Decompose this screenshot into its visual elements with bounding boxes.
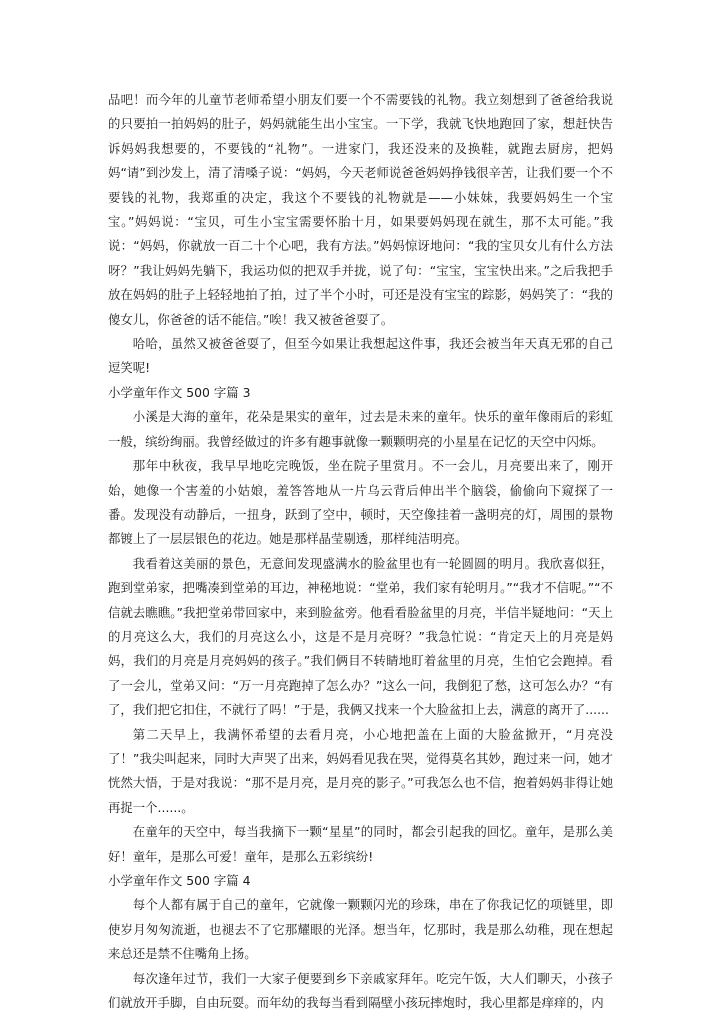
paragraph: 在童年的天空中，每当我摘下一颗“星星”的同时，都会引起我的回忆。童年，是那么美好！童年，是那么可爱！童年，是那么五彩缤纷!: [108, 824, 613, 864]
paragraph: 品吧！而今年的儿童节老师希望小朋友们要一个不需要钱的礼物。我立刻想到了爸爸给我说的只要拍一拍妈妈的肚子，妈妈就能生出小宝宝。一下学，我就飞快地跑回了家，想赶快告诉妈妈我想要的，不要钱的“礼物”。一进家门，我还没来的及换鞋，就跑去厨房，把妈妈“请”到沙发上，清了清嗓子说：“妈妈，今天老师说爸爸妈妈挣钱很辛苦，让我们要一个不要钱的礼物，我郑重的决定，我这个不要钱的礼物就是——小妹妹，我要妈妈生一个宝宝。”妈妈说：“宝贝，可生小宝宝需要怀胎十月，如果要妈妈现在就生，那不太可能。”我说：“妈妈，你就放一百二十个心吧，我有方法。”妈妈惊讶地问：“我的宝贝女儿有什么方法呀？”我让妈妈先躺下，我运功似的把双手并拢，说了句：“宝宝，宝宝快出来。”之后我把手放在妈妈的肚子上轻轻地拍了拍，过了半个小时，可还是没有宝宝的踪影，妈妈笑了：“我的傻女儿，你爸爸的话不能信。”唉！我又被爸爸耍了。: [108, 92, 613, 327]
paragraph: 第二天早上，我满怀希望的去看月亮，小心地把盖在上面的大脸盆掀开，“月亮没了！”我尖叫起来，同时大声哭了出来，妈妈看见我在哭，觉得莫名其妙，跑过来一问，她才恍然大悟，于是对我说：“那不是月亮，是月亮的影子。”可我怎么也不信，抱着妈妈非得让她再捉一个......。: [108, 726, 613, 815]
paragraph: 每次逢年过节，我们一大家子便要到乡下亲戚家拜年。吃完午饭，大人们聊天，小孩子们就放开手脚，自由玩耍。而年幼的我每当看到隔壁小孩玩摔炮时，我心里都是痒痒的，内: [108, 970, 613, 1011]
paragraph: 哈哈，虽然又被爸爸耍了，但至今如果让我想起这件事，我还会被当年天真无邪的自己逗笑呢!: [108, 336, 613, 376]
document-body: [108, 88, 613, 1015]
section-heading: 小学童年作文 500 字篇 4: [108, 873, 251, 888]
paragraph: 那年中秋夜，我早早地吃完晚饭，坐在院子里赏月。不一会儿，月亮要出来了，刚开始，她像一个害羞的小姑娘，羞答答地从一片乌云背后伸出半个脑袋，偷偷向下窥探了一番。发现没有动静后，一扭身，跃到了空中，顿时，天空像挂着一盏明亮的灯，周围的景物都镀上了一层层银色的花边。她是那样晶莹剔透，那样纯洁明亮。: [108, 458, 613, 547]
paragraph: 每个人都有属于自己的童年，它就像一颗颗闪光的珍珠，串在了你我记忆的项链里，即使岁月匆匆流逝，也褪去不了它那耀眼的光泽。想当年，忆那时，我是那么幼稚，现在想起来总还是禁不住嘴角上扬。: [108, 897, 613, 962]
section-heading: 小学童年作文 500 字篇 3: [108, 384, 251, 400]
paragraph: 小溪是大海的童年，花朵是果实的童年，过去是未来的童年。快乐的童年像雨后的彩虹一般，缤纷绚丽。我曾经做过的许多有趣事就像一颗颗明亮的小星星在记忆的天空中闪烁。: [108, 409, 613, 449]
paragraph: 我看着这美丽的景色，无意间发现盛满水的脸盆里也有一轮圆圆的明月。我欣喜似狂，跑到堂弟家，把嘴凑到堂弟的耳边，神秘地说：“堂弟，我们家有轮明月。”“我才不信呢。”“不信就去瞧瞧。”我把堂弟带回家中，来到脸盆旁。他看看脸盆里的月亮，半信半疑地问：“天上的月亮这么大，我们的月亮这么小，这是不是月亮呀？”我急忙说：“肯定天上的月亮是妈妈，我们的月亮是月亮妈妈的孩子。”我们俩目不转睛地盯着盆里的月亮，生怕它会跑掉。看了一会儿，堂弟又问：“万一月亮跑掉了怎么办？”这么一问，我倒犯了愁，这可怎么办？“有了，我们把它扣住，不就行了吗！”于是，我俩又找来一个大脸盆扣上去，满意的离开了......: [108, 555, 613, 718]
